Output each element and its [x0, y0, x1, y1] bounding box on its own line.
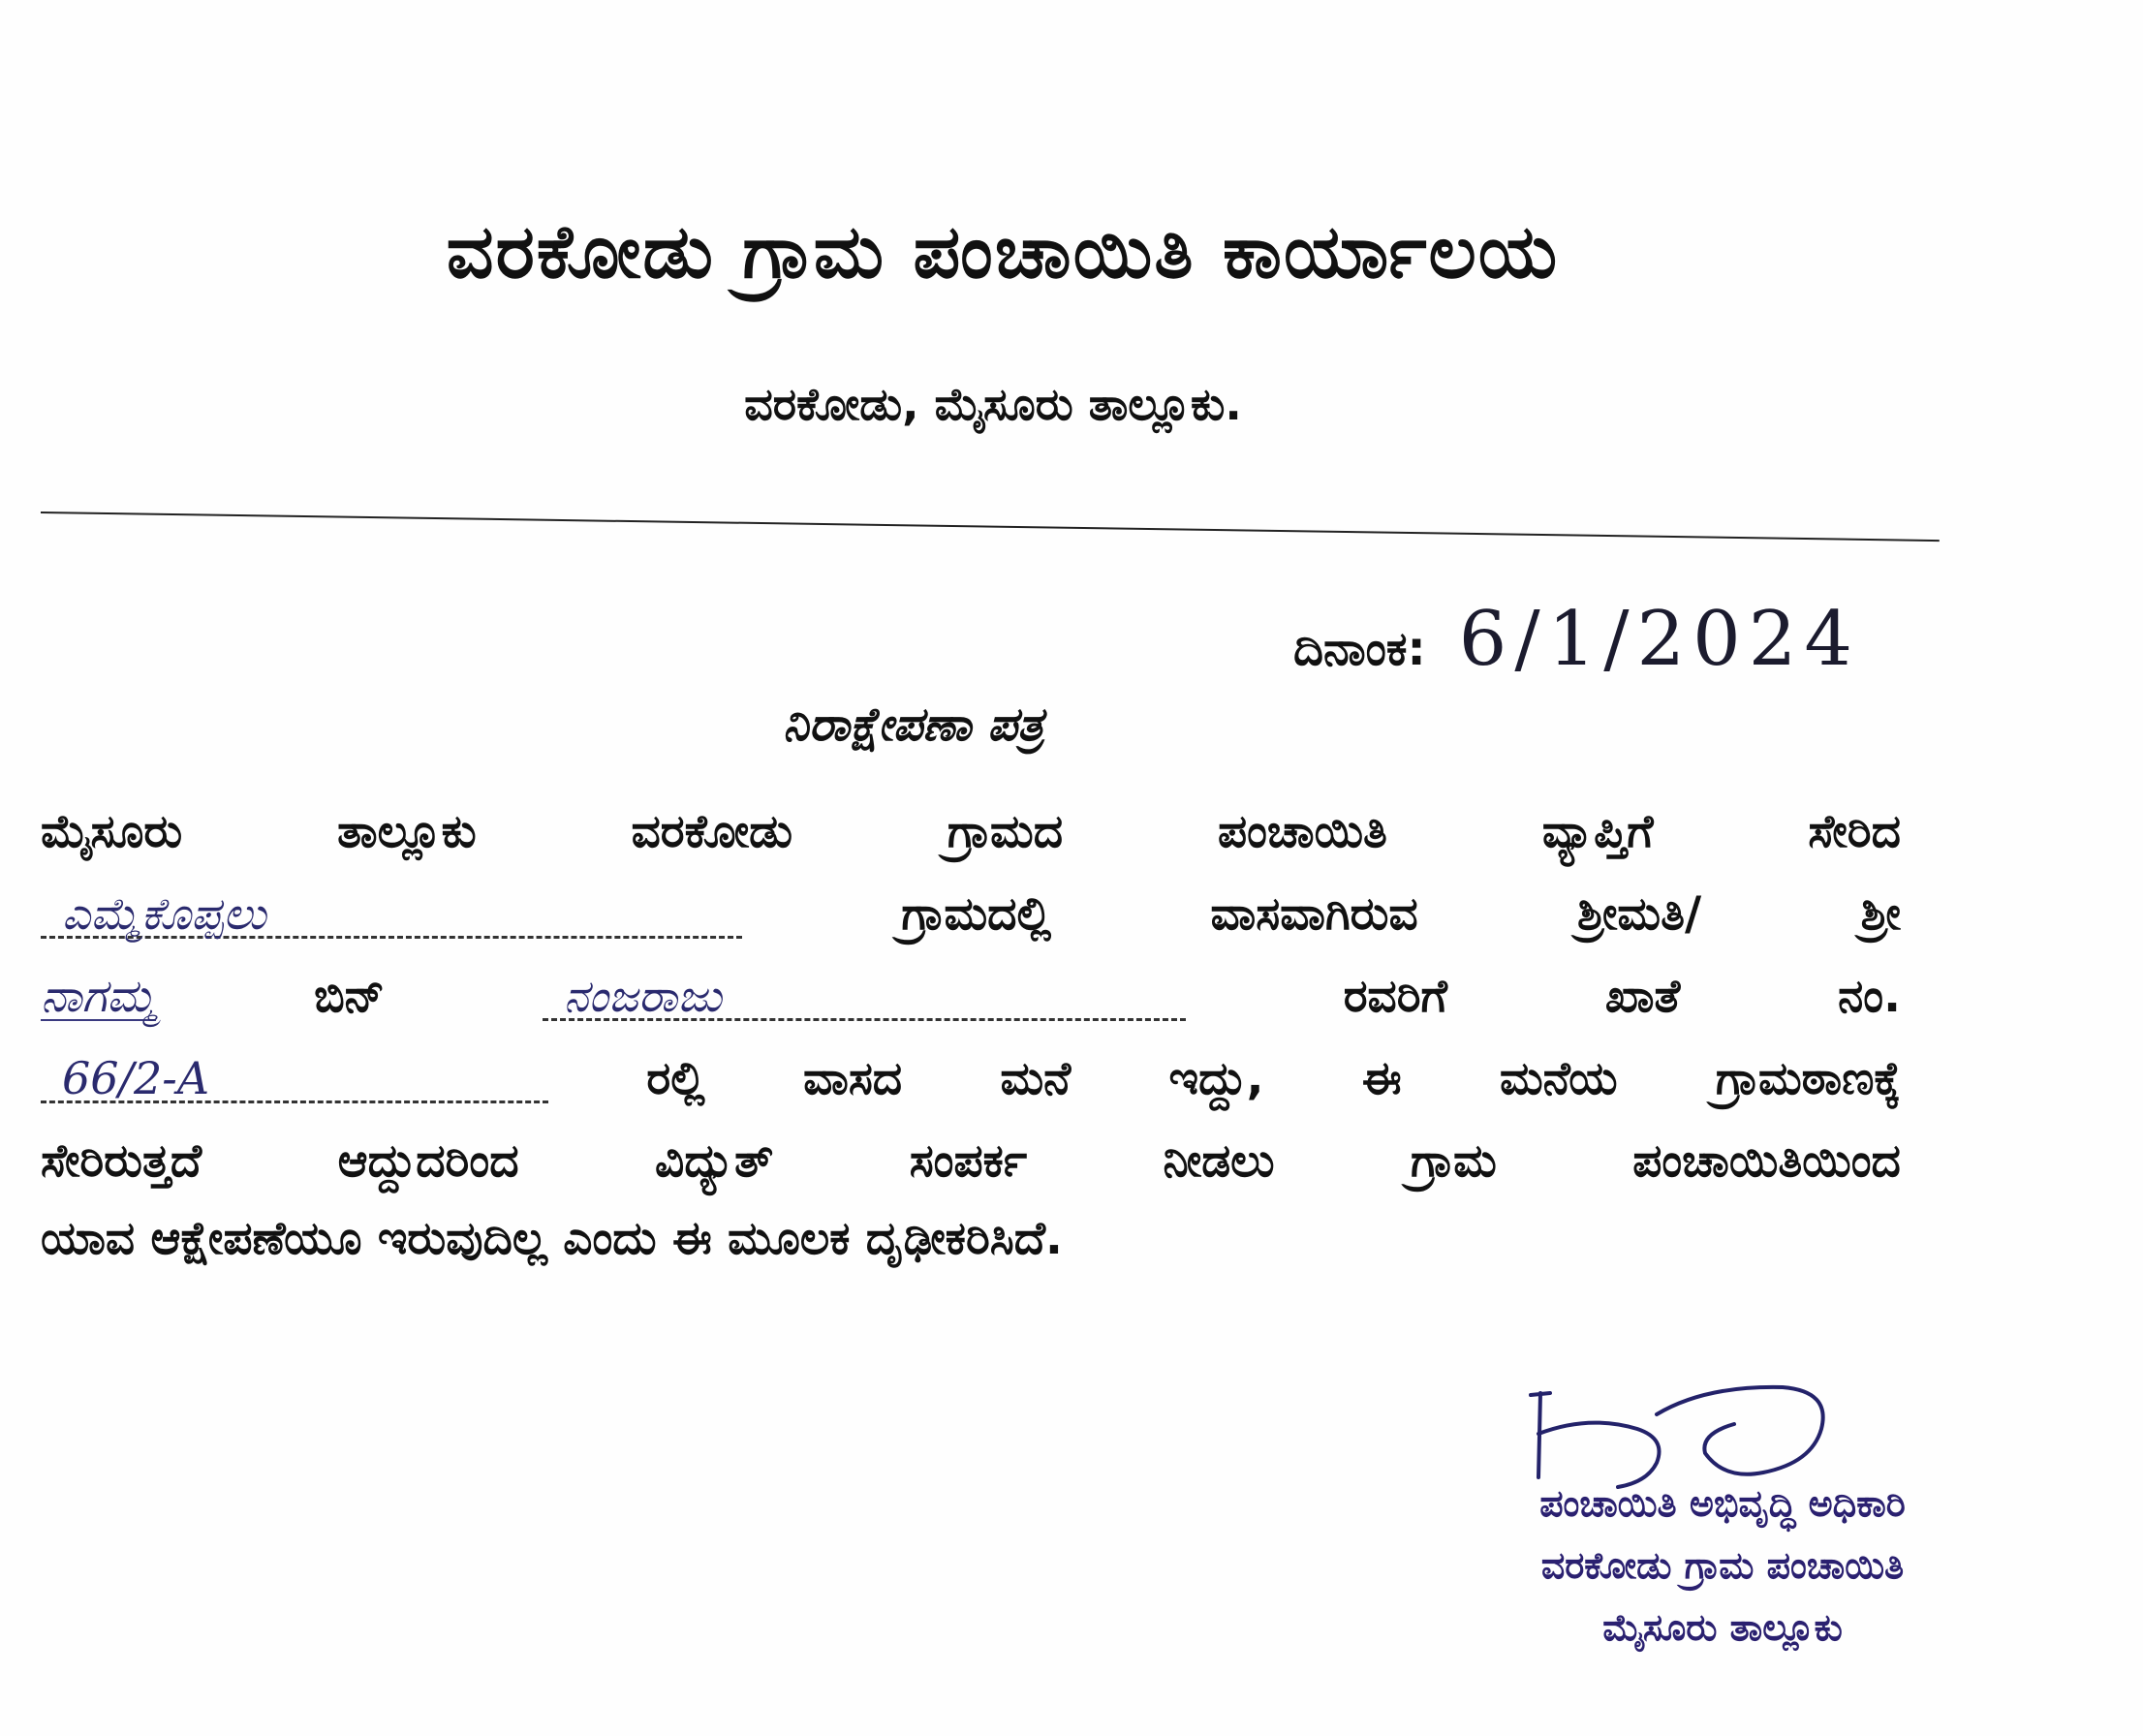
- body-line-2: [41, 887, 1901, 941]
- body-word: ಈ: [1361, 1052, 1402, 1105]
- body-word: ಶ್ರೀ: [1860, 887, 1901, 941]
- body-word: ಖಾತೆ: [1604, 970, 1681, 1023]
- body-word: ವಾಸವಾಗಿರುವ: [1210, 887, 1418, 941]
- body-word: ಪಂಚಾಯಿತಿಯಿಂದ: [1632, 1134, 1901, 1188]
- body-word: ಗ್ರಾಮ: [1410, 1134, 1497, 1188]
- body-word: ಮೈಸೂರು: [41, 805, 183, 858]
- body-word: ವರಕೋಡು: [631, 805, 793, 858]
- official-stamp: [1451, 1472, 1994, 1658]
- body-line-4: [41, 1052, 1901, 1105]
- office-heading: ವರಕೋಡು ಗ್ರಾಮ ಪಂಚಾಯಿತಿ ಕಾರ್ಯಾಲಯ: [446, 208, 1560, 294]
- khata-number-field: 66/2-A: [41, 1056, 548, 1103]
- body-word: ಶ್ರೀಮತಿ/: [1577, 887, 1702, 941]
- body-word: ನೀಡಲು: [1163, 1134, 1275, 1188]
- body-word: ಸಂಪರ್ಕ: [909, 1134, 1028, 1188]
- body-word: ನಂ.: [1838, 970, 1901, 1023]
- body-line-6: [41, 1212, 1901, 1265]
- body-line-5: [41, 1134, 1901, 1188]
- body-word: ತಾಲ್ಲೂಕು: [337, 805, 477, 858]
- body-word: ಮನೆಯ: [1499, 1052, 1618, 1105]
- body-word: ರಲ್ಲಿ: [646, 1052, 705, 1105]
- body-word: ಪಂಚಾಯಿತಿ: [1217, 805, 1387, 858]
- stamp-designation: ಪಂಚಾಯಿತಿ ಅಭಿವೃದ್ಧಿ ಅಧಿಕಾರಿ: [1539, 1482, 1906, 1525]
- date-label: ದಿನಾಂಕ:: [1293, 622, 1426, 676]
- village-field: ಎಮ್ಮೆಕೊಪ್ಪಲು: [41, 891, 742, 939]
- body-word: ಮನೆ: [1000, 1052, 1072, 1105]
- body-word: ರವರಿಗೆ: [1343, 970, 1447, 1023]
- body-closing: ಯಾವ ಆಕ್ಷೇಪಣೆಯೂ ಇರುವುದಿಲ್ಲ ಎಂದು ಈ ಮೂಲಕ ದೃಢೀಕರಿಸಿದೆ.: [41, 1212, 1063, 1265]
- date-value: 6/1/2024: [1458, 596, 1861, 683]
- body-word: ಆದ್ದುದರಿಂದ: [337, 1134, 519, 1188]
- body-word: ವ್ಯಾಪ್ತಿಗೆ: [1541, 805, 1654, 858]
- office-address: ವರಕೋಡು, ಮೈಸೂರು ತಾಲ್ಲೂಕು.: [744, 378, 1242, 430]
- body-line-3: [41, 970, 1901, 1023]
- letter-title: ನಿರಾಕ್ಷೇಪಣಾ ಪತ್ರ: [783, 698, 1044, 752]
- body-line-1: [41, 805, 1901, 858]
- date-row: [1293, 596, 1860, 683]
- person-name-field: ನಾಗಮ್ಮ: [41, 970, 157, 1023]
- body-word: ಬಿನ್: [314, 970, 386, 1023]
- body-word: ವಿದ್ಯುತ್: [655, 1134, 774, 1188]
- body-word: ಗ್ರಾಮಠಾಣಕ್ಕೆ: [1715, 1052, 1901, 1105]
- body-word: ವಾಸದ: [803, 1052, 903, 1105]
- body-word: ಇದ್ದು,: [1168, 1052, 1264, 1105]
- body-word: ಸೇರಿದ: [1808, 805, 1901, 858]
- father-name-field: ನಂಜರಾಜು: [543, 974, 1186, 1021]
- stamp-taluk: ಮೈಸೂರು ತಾಲ್ಲೂಕು: [1602, 1606, 1843, 1649]
- header-divider: [41, 512, 1940, 542]
- body-word: ಗ್ರಾಮದ: [947, 805, 1064, 858]
- stamp-office: ವರಕೋಡು ಗ್ರಾಮ ಪಂಚಾಯಿತಿ: [1540, 1544, 1905, 1587]
- body-word: ಗ್ರಾಮದಲ್ಲಿ: [901, 887, 1052, 941]
- body-word: ಸೇರಿರುತ್ತದೆ: [41, 1134, 202, 1188]
